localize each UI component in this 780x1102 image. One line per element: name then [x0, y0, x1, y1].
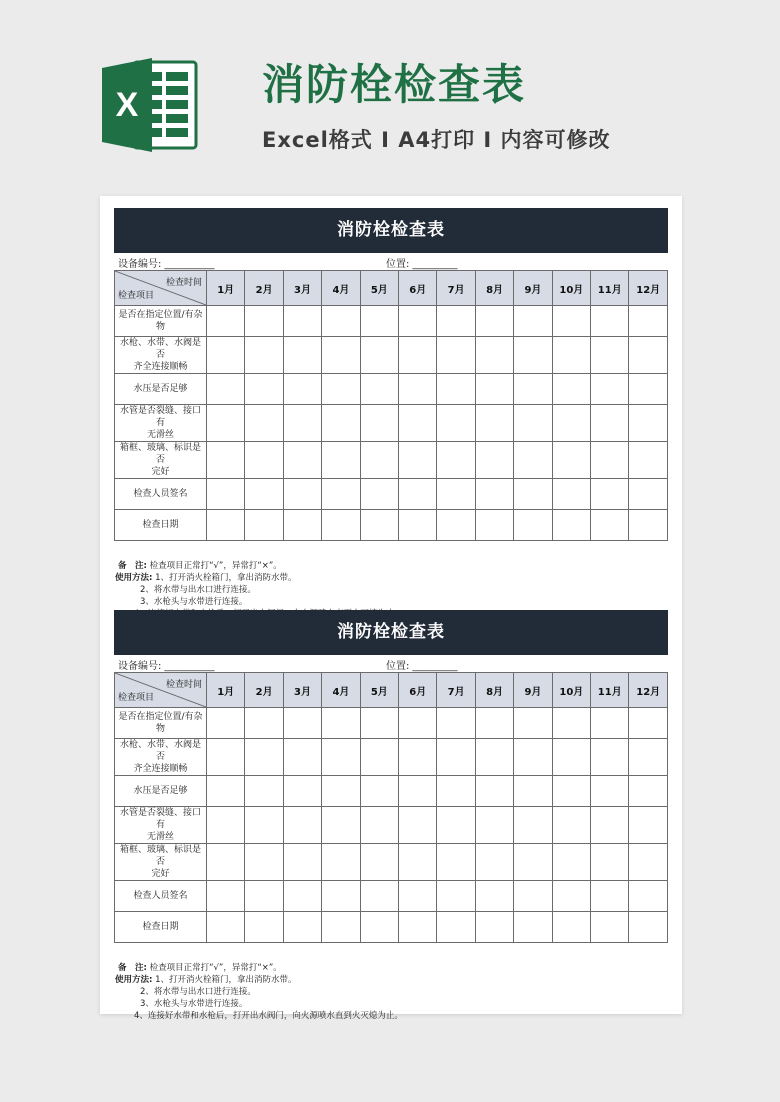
check-cell[interactable]	[437, 374, 475, 405]
check-cell[interactable]	[591, 337, 629, 374]
form-meta	[114, 253, 668, 270]
table-row	[115, 881, 668, 912]
item-label-cell	[115, 739, 207, 776]
table-row	[115, 739, 668, 776]
check-cell[interactable]	[360, 708, 398, 739]
check-cell[interactable]	[591, 479, 629, 510]
check-cell[interactable]	[322, 479, 360, 510]
check-cell[interactable]	[475, 739, 513, 776]
check-cell[interactable]	[360, 807, 398, 844]
check-cell[interactable]	[591, 374, 629, 405]
check-cell[interactable]	[629, 776, 668, 807]
item-label-line: 完好	[151, 467, 170, 477]
page-header	[0, 0, 780, 195]
item-label-cell	[115, 807, 207, 844]
check-cell[interactable]	[629, 510, 668, 541]
check-cell[interactable]	[514, 405, 552, 442]
check-cell[interactable]	[475, 405, 513, 442]
inspection-form	[114, 208, 668, 620]
check-cell[interactable]	[629, 442, 668, 479]
note-remark: 备 注: 检查项目正常打“√”，异常打“×”。	[118, 561, 282, 571]
check-cell[interactable]	[552, 776, 590, 807]
check-cell[interactable]	[245, 708, 283, 739]
check-cell[interactable]	[552, 807, 590, 844]
item-label-cell	[115, 708, 207, 739]
check-cell[interactable]	[283, 881, 321, 912]
table-row	[115, 442, 668, 479]
check-cell[interactable]	[629, 881, 668, 912]
check-cell[interactable]	[437, 479, 475, 510]
check-cell[interactable]	[514, 479, 552, 510]
check-cell[interactable]	[629, 337, 668, 374]
item-label-cell	[115, 405, 207, 442]
check-cell[interactable]	[591, 739, 629, 776]
check-cell[interactable]	[245, 374, 283, 405]
check-cell[interactable]	[360, 479, 398, 510]
month-header: 7月	[437, 673, 475, 708]
check-cell[interactable]	[207, 844, 245, 881]
check-cell[interactable]	[591, 510, 629, 541]
item-label-cell	[115, 442, 207, 479]
form-banner: 消防栓检查表	[114, 208, 668, 253]
table-row	[115, 510, 668, 541]
table-row	[115, 306, 668, 337]
check-cell[interactable]	[514, 306, 552, 337]
month-header: 11月	[591, 271, 629, 306]
item-label-cell	[115, 776, 207, 807]
check-cell[interactable]	[283, 306, 321, 337]
excel-icon	[100, 56, 200, 154]
inspection-table	[114, 672, 668, 943]
table-row	[115, 337, 668, 374]
check-cell[interactable]	[437, 405, 475, 442]
table-row	[115, 479, 668, 510]
check-cell[interactable]	[207, 442, 245, 479]
check-cell[interactable]	[207, 374, 245, 405]
check-cell[interactable]	[360, 844, 398, 881]
check-cell[interactable]	[514, 912, 552, 943]
check-cell[interactable]	[399, 844, 437, 881]
check-cell[interactable]	[283, 776, 321, 807]
month-header: 2月	[245, 271, 283, 306]
check-cell[interactable]	[322, 776, 360, 807]
check-cell[interactable]	[207, 807, 245, 844]
check-cell[interactable]	[552, 479, 590, 510]
table-row	[115, 405, 668, 442]
check-cell[interactable]	[322, 912, 360, 943]
check-cell[interactable]	[399, 442, 437, 479]
item-label-line: 检查人员签名	[133, 489, 188, 499]
check-cell[interactable]	[591, 405, 629, 442]
check-cell[interactable]	[283, 739, 321, 776]
item-label-line: 检查日期	[142, 922, 179, 932]
check-cell[interactable]	[629, 807, 668, 844]
month-header: 6月	[399, 271, 437, 306]
page-title: 消防栓检查表	[262, 60, 527, 109]
item-label-line: 是否在指定位置/有杂物	[118, 310, 203, 332]
item-label-line: 无滑丝	[146, 430, 174, 440]
check-cell[interactable]	[322, 739, 360, 776]
check-cell[interactable]	[629, 306, 668, 337]
item-label-cell	[115, 479, 207, 510]
note-step-2: 2、将水带与出水口进行连接。	[140, 987, 256, 997]
check-cell[interactable]	[591, 912, 629, 943]
month-header: 5月	[360, 271, 398, 306]
check-cell[interactable]	[475, 881, 513, 912]
check-cell[interactable]	[360, 337, 398, 374]
month-header: 9月	[514, 271, 552, 306]
check-cell[interactable]	[207, 337, 245, 374]
check-cell[interactable]	[283, 912, 321, 943]
form-banner: 消防栓检查表	[114, 610, 668, 655]
check-cell[interactable]	[207, 739, 245, 776]
check-cell[interactable]	[207, 912, 245, 943]
check-cell[interactable]	[399, 912, 437, 943]
check-cell[interactable]	[360, 510, 398, 541]
check-cell[interactable]	[360, 776, 398, 807]
note-step-4: 4、连接好水带和水枪后，打开出水阀门，向火源喷水直到火灭熄为止。	[134, 1011, 403, 1021]
item-label-line: 水压是否足够	[133, 786, 188, 796]
form-meta	[114, 655, 668, 672]
check-cell[interactable]	[552, 881, 590, 912]
check-cell[interactable]	[399, 739, 437, 776]
check-cell[interactable]	[283, 374, 321, 405]
check-cell[interactable]	[514, 776, 552, 807]
check-cell[interactable]	[245, 881, 283, 912]
check-cell[interactable]	[591, 708, 629, 739]
check-cell[interactable]	[591, 844, 629, 881]
check-cell[interactable]	[245, 306, 283, 337]
check-cell[interactable]	[552, 306, 590, 337]
check-cell[interactable]	[475, 479, 513, 510]
table-header-row	[115, 271, 668, 306]
check-cell[interactable]	[437, 337, 475, 374]
check-cell[interactable]	[629, 844, 668, 881]
table-row	[115, 844, 668, 881]
item-label-line: 水枪、水带、水阀是否	[119, 740, 201, 762]
item-label-line: 是否在指定位置/有杂物	[118, 712, 203, 734]
month-header: 1月	[207, 271, 245, 306]
check-cell[interactable]	[437, 881, 475, 912]
check-cell[interactable]	[360, 442, 398, 479]
check-cell[interactable]	[399, 405, 437, 442]
check-cell[interactable]	[552, 374, 590, 405]
check-cell[interactable]	[591, 776, 629, 807]
item-label-cell	[115, 337, 207, 374]
check-cell[interactable]	[245, 912, 283, 943]
month-header: 6月	[399, 673, 437, 708]
form-notes	[114, 962, 668, 1022]
check-cell[interactable]	[629, 374, 668, 405]
month-header: 4月	[322, 673, 360, 708]
worksheet-preview	[100, 196, 682, 1021]
month-header: 12月	[629, 673, 668, 708]
check-cell[interactable]	[322, 844, 360, 881]
position-label: 位置: _________	[386, 661, 458, 672]
check-cell[interactable]	[437, 776, 475, 807]
check-cell[interactable]	[552, 739, 590, 776]
corner-item-label: 检查项目	[118, 291, 155, 301]
check-cell[interactable]	[552, 405, 590, 442]
item-label-line: 箱框、玻璃、标识是否	[119, 845, 201, 867]
check-cell[interactable]	[283, 844, 321, 881]
check-cell[interactable]	[399, 807, 437, 844]
check-cell[interactable]	[437, 844, 475, 881]
check-cell[interactable]	[591, 306, 629, 337]
month-header: 5月	[360, 673, 398, 708]
check-cell[interactable]	[399, 479, 437, 510]
check-cell[interactable]	[322, 881, 360, 912]
check-cell[interactable]	[245, 479, 283, 510]
table-row	[115, 374, 668, 405]
check-cell[interactable]	[475, 337, 513, 374]
check-cell[interactable]	[360, 306, 398, 337]
corner-time-label: 检查时间	[165, 680, 202, 690]
check-cell[interactable]	[207, 405, 245, 442]
check-cell[interactable]	[552, 442, 590, 479]
check-cell[interactable]	[591, 881, 629, 912]
device-number-label: 设备编号: __________	[118, 259, 215, 270]
corner-header-cell	[115, 673, 207, 708]
corner-header-cell	[115, 271, 207, 306]
check-cell[interactable]	[475, 708, 513, 739]
check-cell[interactable]	[207, 306, 245, 337]
check-cell[interactable]	[475, 776, 513, 807]
check-cell[interactable]	[552, 337, 590, 374]
check-cell[interactable]	[360, 374, 398, 405]
table-row	[115, 708, 668, 739]
check-cell[interactable]	[629, 405, 668, 442]
item-label-line: 水枪、水带、水阀是否	[119, 338, 201, 360]
check-cell[interactable]	[207, 510, 245, 541]
month-header: 3月	[283, 673, 321, 708]
check-cell[interactable]	[283, 405, 321, 442]
check-cell[interactable]	[207, 479, 245, 510]
item-label-cell	[115, 844, 207, 881]
check-cell[interactable]	[437, 807, 475, 844]
item-label-cell	[115, 306, 207, 337]
month-header: 8月	[475, 271, 513, 306]
month-header: 10月	[552, 271, 590, 306]
table-row	[115, 807, 668, 844]
corner-time-label: 检查时间	[165, 278, 202, 288]
check-cell[interactable]	[552, 912, 590, 943]
note-step-3: 3、水枪头与水带进行连接。	[140, 597, 248, 607]
item-label-line: 箱框、玻璃、标识是否	[119, 443, 201, 465]
device-number-label: 设备编号: __________	[118, 661, 215, 672]
check-cell[interactable]	[475, 807, 513, 844]
check-cell[interactable]	[283, 708, 321, 739]
note-step-2: 2、将水带与出水口进行连接。	[140, 585, 256, 595]
check-cell[interactable]	[437, 708, 475, 739]
table-row	[115, 912, 668, 943]
check-cell[interactable]	[514, 807, 552, 844]
check-cell[interactable]	[245, 739, 283, 776]
note-remark: 备 注: 检查项目正常打“√”，异常打“×”。	[118, 963, 282, 973]
month-header: 7月	[437, 271, 475, 306]
month-header: 11月	[591, 673, 629, 708]
note-method: 使用方法: 1、打开消火栓箱门，拿出消防水带。	[115, 573, 297, 583]
check-cell[interactable]	[360, 912, 398, 943]
item-label-line: 完好	[151, 869, 170, 879]
check-cell[interactable]	[245, 337, 283, 374]
check-cell[interactable]	[552, 708, 590, 739]
check-cell[interactable]	[514, 708, 552, 739]
note-method: 使用方法: 1、打开消火栓箱门，拿出消防水带。	[115, 975, 297, 985]
check-cell[interactable]	[629, 912, 668, 943]
check-cell[interactable]	[437, 912, 475, 943]
check-cell[interactable]	[245, 442, 283, 479]
check-cell[interactable]	[245, 776, 283, 807]
check-cell[interactable]	[514, 844, 552, 881]
check-cell[interactable]	[475, 844, 513, 881]
check-cell[interactable]	[475, 510, 513, 541]
item-label-line: 检查人员签名	[133, 891, 188, 901]
month-header: 3月	[283, 271, 321, 306]
check-cell[interactable]	[399, 337, 437, 374]
check-cell[interactable]	[399, 776, 437, 807]
check-cell[interactable]	[591, 442, 629, 479]
check-cell[interactable]	[360, 405, 398, 442]
svg-text:X: X	[115, 86, 139, 124]
check-cell[interactable]	[514, 510, 552, 541]
check-cell[interactable]	[322, 337, 360, 374]
check-cell[interactable]	[552, 510, 590, 541]
check-cell[interactable]	[475, 442, 513, 479]
month-header: 1月	[207, 673, 245, 708]
check-cell[interactable]	[475, 306, 513, 337]
check-cell[interactable]	[283, 337, 321, 374]
check-cell[interactable]	[283, 479, 321, 510]
check-cell[interactable]	[591, 807, 629, 844]
item-label-line: 无滑丝	[146, 832, 174, 842]
month-header: 8月	[475, 673, 513, 708]
check-cell[interactable]	[245, 405, 283, 442]
check-cell[interactable]	[207, 708, 245, 739]
check-cell[interactable]	[514, 442, 552, 479]
item-label-line: 齐全连接顺畅	[133, 764, 188, 774]
check-cell[interactable]	[399, 708, 437, 739]
check-cell[interactable]	[360, 739, 398, 776]
item-label-cell	[115, 912, 207, 943]
check-cell[interactable]	[360, 881, 398, 912]
check-cell[interactable]	[514, 739, 552, 776]
position-label: 位置: _________	[386, 259, 458, 270]
inspection-form	[114, 610, 668, 1022]
item-label-line: 水管是否裂缝、接口有	[119, 406, 201, 428]
check-cell[interactable]	[283, 510, 321, 541]
check-cell[interactable]	[322, 510, 360, 541]
check-cell[interactable]	[399, 374, 437, 405]
month-header: 9月	[514, 673, 552, 708]
check-cell[interactable]	[322, 306, 360, 337]
corner-item-label: 检查项目	[118, 693, 155, 703]
check-cell[interactable]	[399, 306, 437, 337]
check-cell[interactable]	[437, 306, 475, 337]
check-cell[interactable]	[514, 337, 552, 374]
table-row	[115, 776, 668, 807]
check-cell[interactable]	[322, 807, 360, 844]
check-cell[interactable]	[629, 479, 668, 510]
check-cell[interactable]	[552, 844, 590, 881]
check-cell[interactable]	[514, 374, 552, 405]
check-cell[interactable]	[399, 510, 437, 541]
check-cell[interactable]	[629, 739, 668, 776]
item-label-line: 检查日期	[142, 520, 179, 530]
item-label-cell	[115, 374, 207, 405]
inspection-table	[114, 270, 668, 541]
check-cell[interactable]	[322, 405, 360, 442]
check-cell[interactable]	[283, 442, 321, 479]
item-label-line: 齐全连接顺畅	[133, 362, 188, 372]
check-cell[interactable]	[245, 510, 283, 541]
table-header-row	[115, 673, 668, 708]
item-label-cell	[115, 510, 207, 541]
note-step-3: 3、水枪头与水带进行连接。	[140, 999, 248, 1009]
check-cell[interactable]	[322, 708, 360, 739]
check-cell[interactable]	[245, 807, 283, 844]
check-cell[interactable]	[322, 442, 360, 479]
check-cell[interactable]	[629, 708, 668, 739]
check-cell[interactable]	[437, 739, 475, 776]
page-subtitle: Excel格式 I A4打印 I 内容可修改	[262, 128, 611, 152]
check-cell[interactable]	[207, 881, 245, 912]
month-header: 10月	[552, 673, 590, 708]
check-cell[interactable]	[245, 844, 283, 881]
item-label-cell	[115, 881, 207, 912]
check-cell[interactable]	[207, 776, 245, 807]
check-cell[interactable]	[514, 881, 552, 912]
check-cell[interactable]	[322, 374, 360, 405]
check-cell[interactable]	[283, 807, 321, 844]
check-cell[interactable]	[399, 881, 437, 912]
item-label-line: 水压是否足够	[133, 384, 188, 394]
check-cell[interactable]	[437, 442, 475, 479]
check-cell[interactable]	[475, 374, 513, 405]
month-header: 12月	[629, 271, 668, 306]
month-header: 2月	[245, 673, 283, 708]
item-label-line: 水管是否裂缝、接口有	[119, 808, 201, 830]
month-header: 4月	[322, 271, 360, 306]
check-cell[interactable]	[475, 912, 513, 943]
check-cell[interactable]	[437, 510, 475, 541]
